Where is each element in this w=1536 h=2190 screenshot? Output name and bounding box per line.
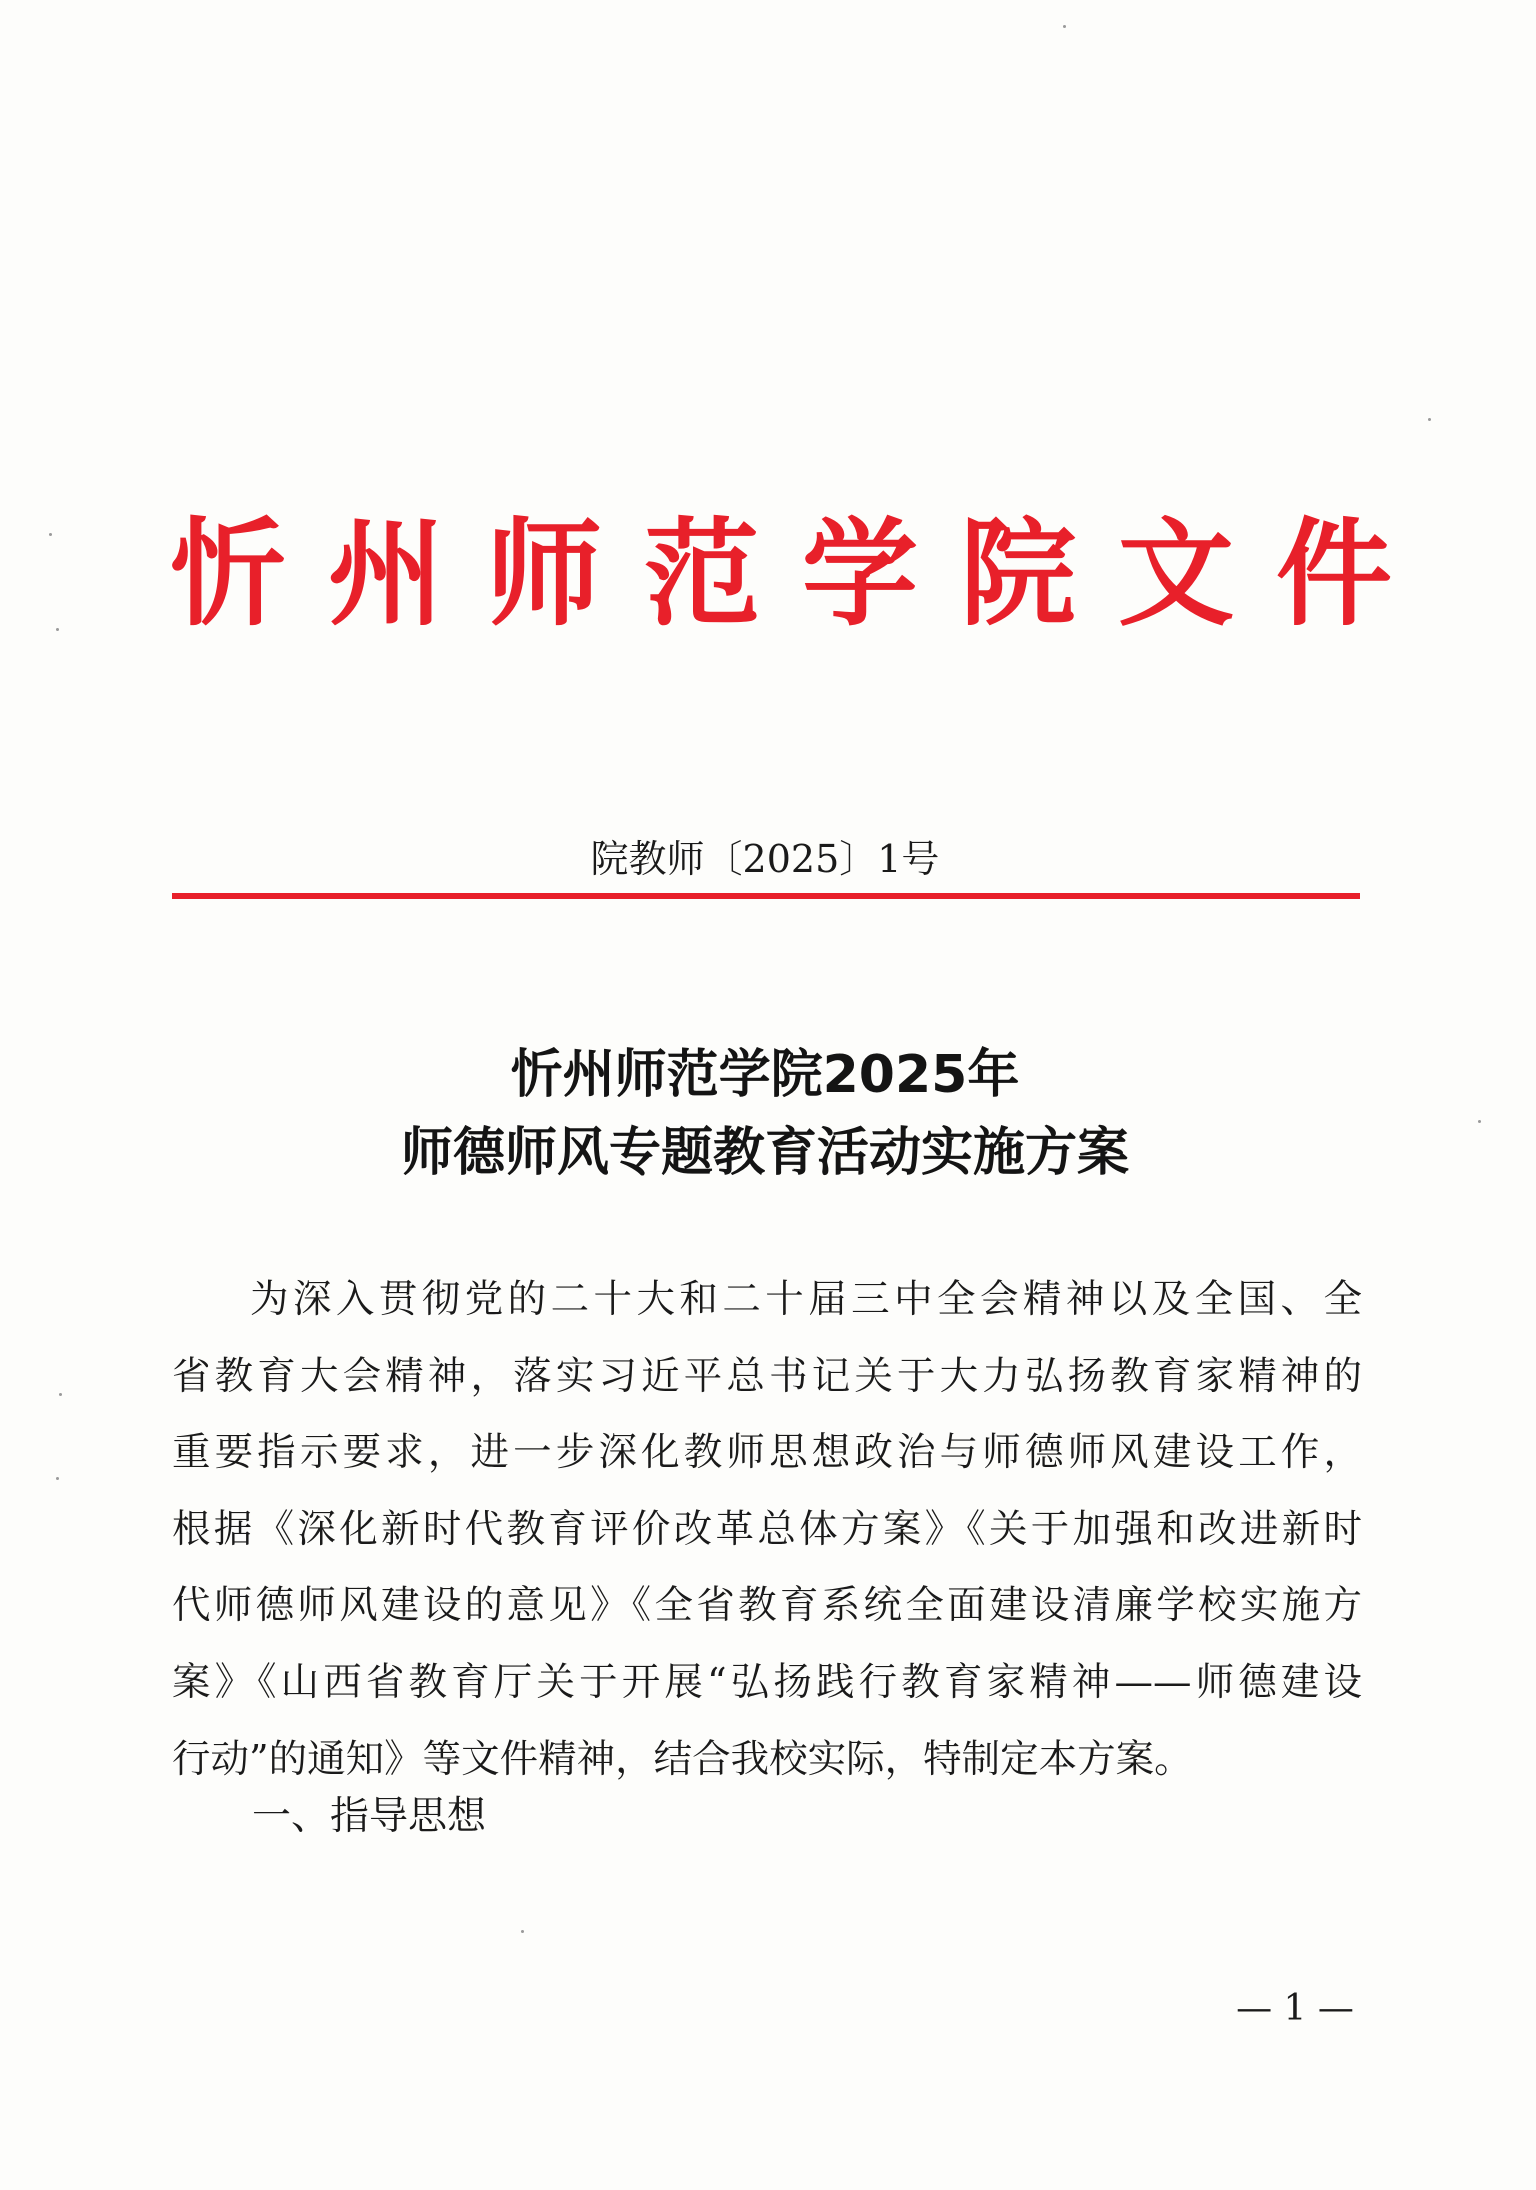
page-number: — 1 — [1236, 1988, 1354, 2029]
document-title-line-2: 师德师风专题教育活动实施方案 [400, 1123, 1129, 1183]
scan-speck [59, 1393, 62, 1396]
body-line: 省教育大会精神，落实习近平总书记关于大力弘扬教育家精神的 [172, 1353, 1362, 1399]
body-line: 根据《深化新时代教育评价改革总体方案》《关于加强和改进新时 [172, 1506, 1362, 1552]
scan-speck [49, 533, 52, 536]
scan-speck [56, 628, 59, 631]
body-line: 重要指示要求，进一步深化教师思想政治与师德师风建设工作， [172, 1430, 1362, 1476]
body-line: 行动”的通知》等文件精神，结合我校实际，特制定本方案。 [172, 1736, 1193, 1782]
section-heading: 一、指导思想 [252, 1794, 487, 1839]
issuer-header: 忻州师范学院文件 [170, 507, 1434, 642]
body-line: 代师德师风建设的意见》《全省教育系统全面建设清廉学校实施方 [172, 1583, 1362, 1629]
body-paragraph [172, 1262, 1362, 1798]
red-separator-line [172, 893, 1360, 899]
scan-speck [56, 1477, 59, 1480]
scan-speck [1063, 25, 1066, 28]
body-line: 为深入贯彻党的二十大和二十届三中全会精神以及全国、全 [250, 1277, 1362, 1322]
document-title-line-1: 忻州师范学院2025年 [510, 1045, 1020, 1105]
scan-speck [1478, 1120, 1481, 1123]
scan-speck [1428, 418, 1431, 421]
document-number: 院教师〔2025〕1号 [590, 837, 940, 881]
body-line: 案》《山西省教育厅关于开展“弘扬践行教育家精神——师德建设 [172, 1659, 1362, 1705]
scan-speck [521, 1930, 524, 1933]
